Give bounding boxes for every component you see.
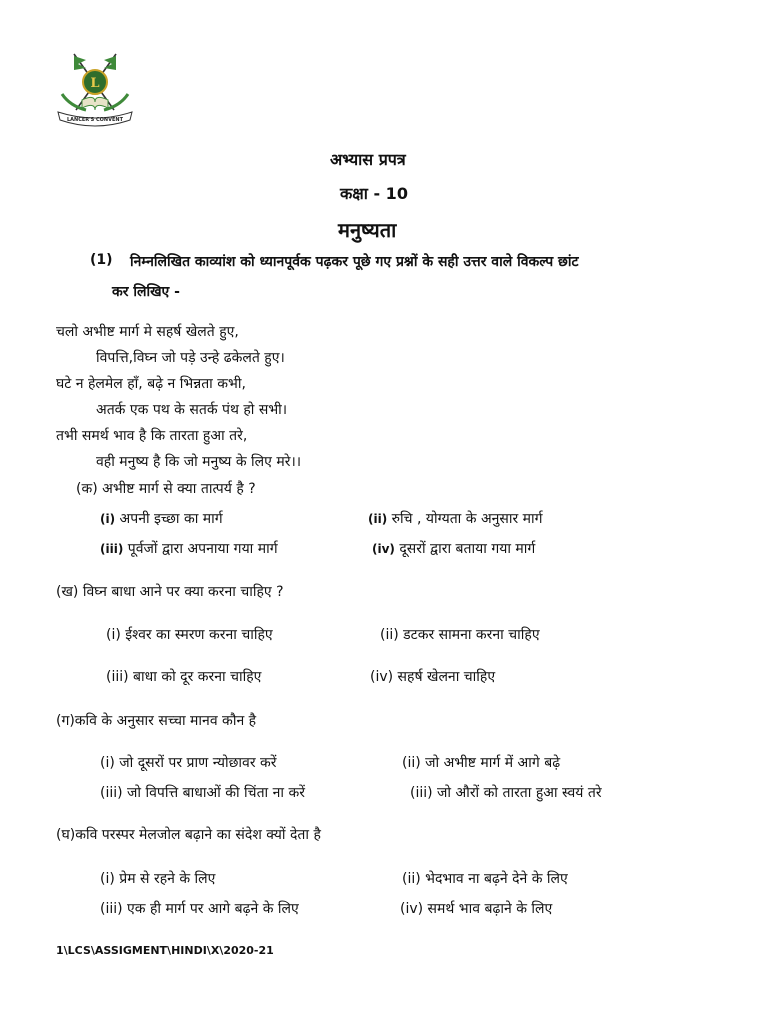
option-ga-1: (i) जो दूसरों पर प्राण न्योछावर करें [100,755,277,771]
option-ga-2: (ii) जो अभीष्ट मार्ग में आगे बढ़े [402,755,561,771]
class-line: कक्षा - 10 [340,184,408,203]
poem-line: अतर्क एक पथ के सतर्क पंथ हो सभी। [96,402,288,418]
pennant-right [104,56,116,70]
option-gha-2: (ii) भेदभाव ना बढ़ने देने के लिए [402,871,568,887]
option-kha-4: (iv) सहर्ष खेलना चाहिए [370,669,496,685]
option-kha-1: (i) ईश्वर का स्मरण करना चाहिए [106,627,273,643]
option-ga-3: (iii) जो विपत्ति बाधाओं की चिंता ना करें [100,785,305,801]
pennant-left [74,56,86,70]
worksheet-title: अभ्यास प्रपत्र [330,150,406,169]
footer-path: 1\LCS\ASSIGMENT\HINDI\X\2020-21 [56,944,274,957]
option-number: (iii) [100,542,124,556]
instruction-number: (1) [90,252,113,268]
option-kha-3: (iii) बाधा को दूर करना चाहिए [106,669,262,685]
option-ga-4: (iii) जो औरों को तारता हुआ स्वयं तरे [410,785,602,801]
option-kha-2: (ii) डटकर सामना करना चाहिए [380,627,540,643]
option-ka-1 [100,509,223,528]
chapter-title: मनुष्यता [338,218,397,242]
school-logo [52,48,138,130]
option-text: पूर्वजों द्वारा अपनाया गया मार्ग [127,541,278,557]
option-text: दूसरों द्वारा बताया गया मार्ग [399,541,536,557]
emblem-letter: L [90,76,100,91]
ribbon-text: LANCER'S CONVENT [66,117,124,123]
question-ka: (क) अभीष्ट मार्ग से क्या तात्पर्य है ? [76,481,256,497]
option-number: (ii) [368,512,388,526]
option-text: अपनी इच्छा का मार्ग [119,511,223,527]
poem-line: विपत्ति,विघ्न जो पड़े उन्हे ढकेलते हुए। [96,350,285,366]
option-number: (iv) [372,542,395,556]
poem-line: घटे न हेलमेल हाँ, बढ़े न भिन्नता कभी, [56,376,246,392]
poem-line: तभी समर्थ भाव है कि तारता हुआ तरे, [56,428,248,444]
option-ka-3 [100,539,278,558]
book-icon [82,97,108,110]
option-ka-4 [372,539,535,558]
option-gha-4: (iv) समर्थ भाव बढ़ाने के लिए [400,901,553,917]
question-ga: (ग)कवि के अनुसार सच्चा मानव कौन है [56,713,257,729]
option-gha-3: (iii) एक ही मार्ग पर आगे बढ़ने के लिए [100,901,299,917]
instruction-line-1: निम्नलिखित काव्यांश को ध्यानपूर्वक पढ़कर पूछे गए प्रश्नों के सही उत्तर वाले विकल्प छांट [130,254,579,270]
option-text: रुचि , योग्यता के अनुसार मार्ग [391,511,543,527]
poem-line: चलो अभीष्ट मार्ग मे सहर्ष खेलते हुए, [56,324,239,340]
option-number: (i) [100,512,116,526]
option-gha-1: (i) प्रेम से रहने के लिए [100,871,216,887]
question-gha: (घ)कवि परस्पर मेलजोल बढ़ाने का संदेश क्यों देता है [56,827,321,843]
question-kha: (ख) विघ्न बाधा आने पर क्या करना चाहिए ? [56,584,284,600]
instruction-line-2: कर लिखिए - [112,284,180,300]
option-ka-2 [368,509,543,528]
poem-line: वही मनुष्य है कि जो मनुष्य के लिए मरे।। [96,454,302,470]
